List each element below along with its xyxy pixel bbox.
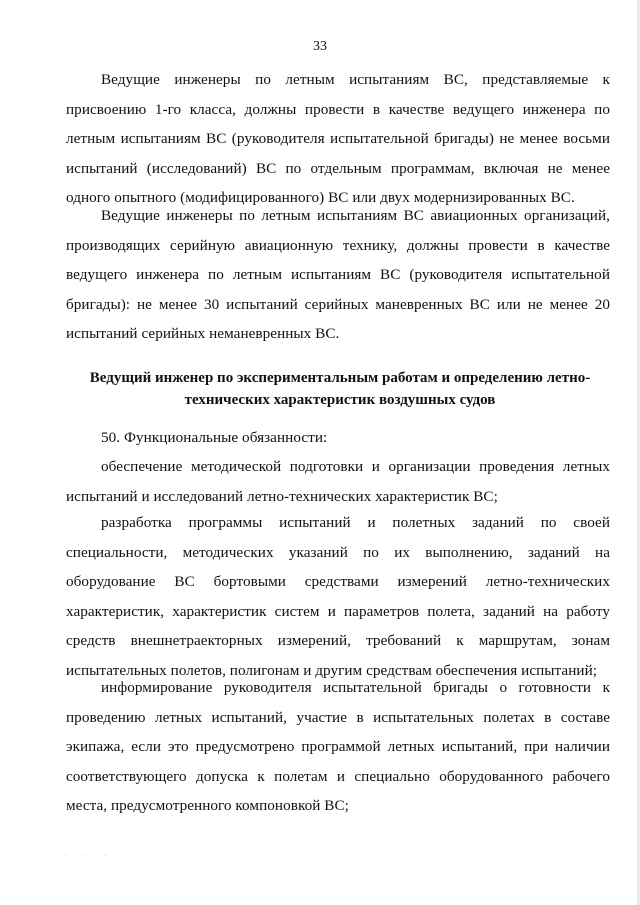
paragraph-duty-informing: информирование руководителя испытательной бригады о готовности к проведению летных испытаний, участие в испытательных полетах в составе экипажа, если это предусмотрено программой летных испытаний, при наличии соответствующего допуска к полетам и специально оборудованного рабочего места, предусмотренного компоновкой ВС; — [66, 679, 610, 814]
scan-specks: · · · — [65, 853, 114, 859]
section-heading-line2: технических характеристик воздушных судов — [184, 392, 496, 408]
paragraph-duty-methodical: обеспечение методической подготовки и организации проведения летных испытаний и исследований летно-технических характеристик ВС; — [66, 458, 610, 505]
paragraph-class-requirements: Ведущие инженеры по летным испытаниям ВС, представляемые к присвоению 1-го класса, должны провести в качестве ведущего инженера по летным испытаниям ВС (руководителя испытательной бригады) не менее восьми испытаний (исследований) ВС по отдельным программам, включая не менее одного опытного (модифицированного) ВС или двух модернизированных ВС. — [66, 71, 610, 206]
section-heading-line1: Ведущий инженер по экспериментальным работам и определению летно- — [89, 370, 591, 386]
section-heading — [80, 367, 600, 411]
paragraph-duty-programs: разработка программы испытаний и полетных заданий по своей специальности, методических указаний по их выполнению, заданий на оборудование ВС бортовыми средствами измерений летно-технических характеристик, характеристик систем и параметров полета, заданий на работу средств внешнетраекторных измерений, требований к маршрутам, зонам испытательных полетов, полигонам и другим средствам обеспечения испытаний; — [66, 514, 610, 679]
page-number: 33 — [313, 39, 327, 54]
paragraph-duties-title: 50. Функциональные обязанности: — [101, 429, 328, 446]
paragraph-serial-requirements: Ведущие инженеры по летным испытаниям ВС авиационных организаций, производящих серийную авиационную технику, должны провести в качестве ведущего инженера по летным испытаниям ВС (руководителя испытательной бригады): не менее 30 испытаний серийных маневренных ВС или не менее 20 испытаний серийных неманевренных ВС. — [66, 207, 610, 342]
